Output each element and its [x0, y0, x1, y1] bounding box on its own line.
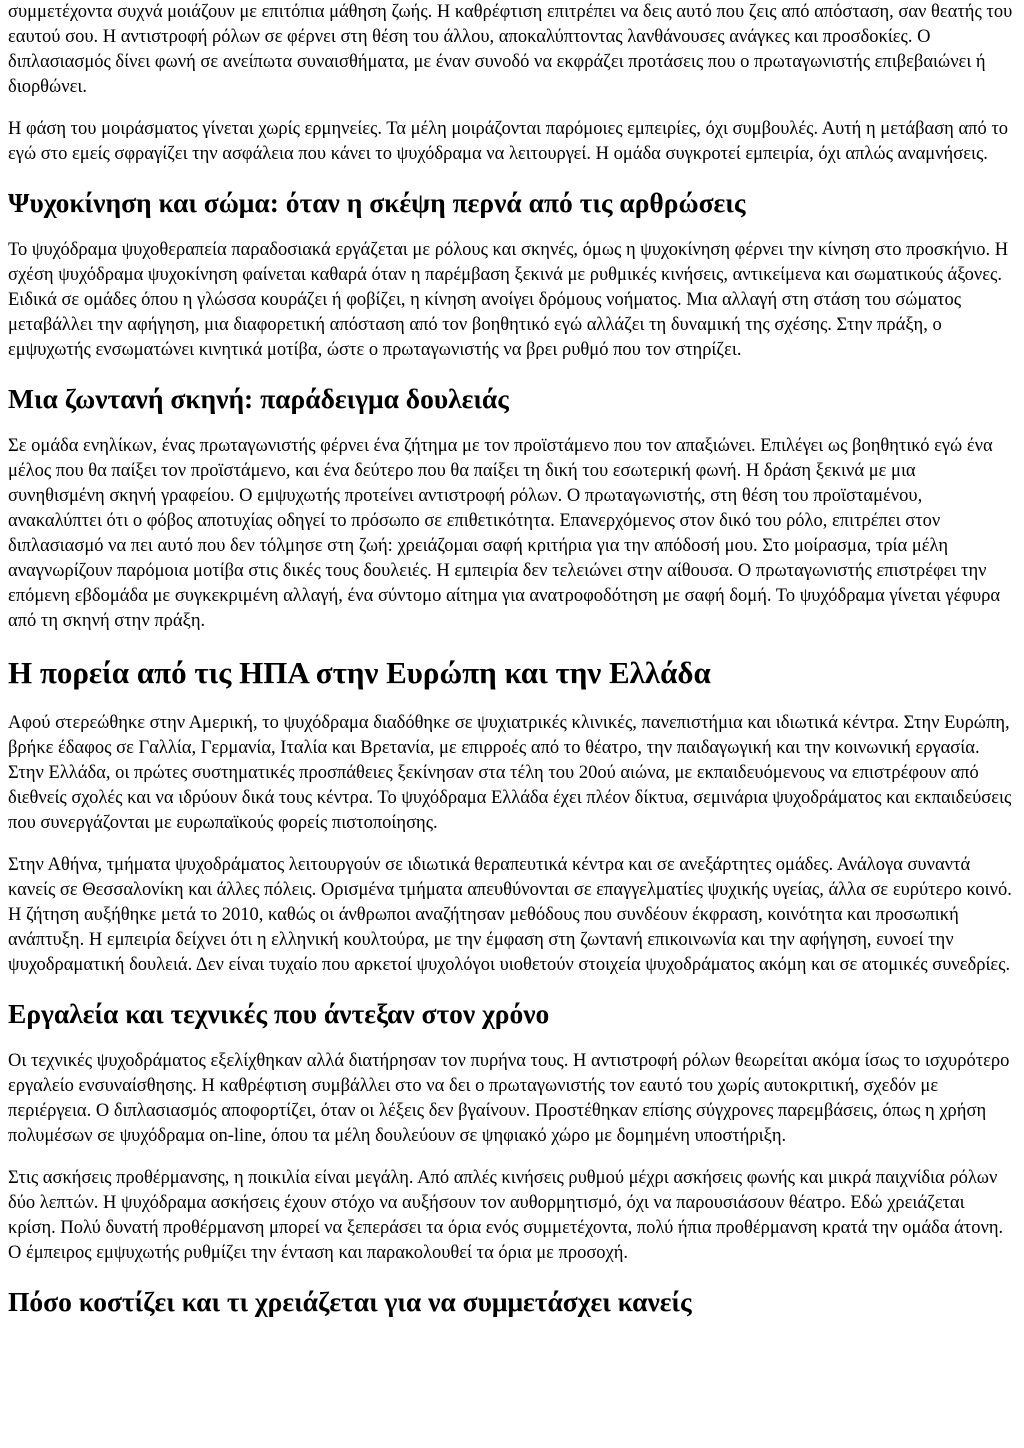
paragraph-scene-example: Σε ομάδα ενηλίκων, ένας πρωταγωνιστής φέρνει ένα ζήτημα με τον προϊστάμενο που τον απαξιώνει. Επιλέγει ως βοηθητικό εγώ ένα μέλος που θα παίξει τον προϊστάμενο, και ένα δεύτερο που θα παίξει τη δική του εσωτερική φωνή. Η δράση ξεκινά με μια συνηθισμένη σκηνή γραφείου. Ο εμψυχωτής προτείνει αντιστροφή ρόλων. Ο πρωταγωνιστής, στη θέση του προϊσταμένου, ανακαλύπτει ότι ο φόβος αποτυχίας οδηγεί το πρόσωπο σε επιθετικότητα. Επανερχόμενος στον δικό του ρόλο, επιτρέπει στον διπλασιασμό να πει αυτό που δεν τόλμησε στη ζωή: χρειάζομαι σαφή κριτήρια για την απόδοσή μου. Στο μοίρασμα, τρία μέλη αναγνωρίζουν παρόμοια μοτίβα στις δικές τους δουλειές. Η εμπειρία δεν τελειώνει στην αίθουσα. Ο πρωταγωνιστής επιστρέφει την επόμενη εβδομάδα με συγκεκριμένη αλλαγή, ένα σύντομο αίτημα για ανατροφοδότηση με σαφή δομή. Το ψυχόδραμα γίνεται γέφυρα από τη σκηνή στην πράξη. [8, 436, 1001, 631]
paragraph-sharing-phase: Η φάση του μοιράσματος γίνεται χωρίς ερμηνείες. Τα μέλη μοιράζονται παρόμοιες εμπειρίες, όχι συμβουλές. Αυτή η μετάβαση από το εγώ στο εμείς σφραγίζει την ασφάλεια που κάνει το ψυχόδραμα να λειτουργεί. Η ομάδα συγκροτεί εμπειρία, όχι απλώς αναμνήσεις. [8, 119, 1009, 164]
paragraph-techniques-evolution: Οι τεχνικές ψυχοδράματος εξελίχθηκαν αλλά διατήρησαν τον πυρήνα τους. Η αντιστροφή ρόλων θεωρείται ακόμα ίσως το ισχυρότερο εργαλείο ενσυναίσθησης. Η καθρέφτιση συμβάλλει στο να δει ο πρωταγωνιστής τον εαυτό του χωρίς αυτοκριτική, σχεδόν με περιέργεια. Ο διπλασιασμός αποφορτίζει, όταν οι λέξεις δεν βγαίνουν. Προστέθηκαν επίσης σύγχρονες παρεμβάσεις, όπως η χρήση πολυμέσων σε ψυχόδραμα on-line, όπου τα μέλη δουλεύουν σε ψηφιακό χώρο με δομημένη υποστήριξη. [8, 1051, 1010, 1146]
paragraph-warmup-exercises: Στις ασκήσεις προθέρμανσης, η ποικιλία είναι μεγάλη. Από απλές κινήσεις ρυθμού μέχρι ασκήσεις φωνής και μικρά παιχνίδια ρόλων δύο λεπτών. Η ψυχόδραμα ασκήσεις έχουν στόχο να αυξήσουν τον αυθορμητισμό, όχι να παρουσιάσουν θέατρο. Εδώ χρειάζεται κρίση. Πολύ δυνατή προθέρμανση μπορεί να ξεπεράσει τα όρια ενός συμμετέχοντα, πολύ ήπια προθέρμανση κρατά την ομάδα άτονη. Ο έμπειρος εμψυχωτής ρυθμίζει την ένταση και παρακολουθεί τα όρια με προσοχή. [8, 1168, 1004, 1263]
heading-cost-participation: Πόσο κοστίζει και τι χρειάζεται για να συμμετάσχει κανείς [8, 1286, 692, 1317]
article-content [8, 0, 1016, 1317]
heading-usa-europe-greece: Η πορεία από τις ΗΠΑ στην Ευρώπη και την Ελλάδα [8, 655, 711, 690]
heading-live-scene-example: Μια ζωντανή σκηνή: παράδειγμα δουλειάς [8, 383, 509, 414]
paragraph-techniques-continuation: συμμετέχοντα συχνά μοιάζουν με επιτόπια μάθηση ζωής. Η καθρέφτιση επιτρέπει να δεις αυτό που ζεις από απόσταση, σαν θεατής του εαυτού σου. Η αντιστροφή ρόλων σε φέρνει στη θέση του άλλου, αποκαλύπτοντας λανθάνουσες ανάγκες και προσδοκίες. Ο διπλασιασμός δίνει φωνή σε ανείπωτα συναισθήματα, με έναν συνοδό να εκφράζει προτάσεις που ο πρωταγωνιστής επιβεβαιώνει ή διορθώνει. [8, 2, 1013, 97]
paragraph-spread-europe-greece: Αφού στερεώθηκε στην Αμερική, το ψυχόδραμα διαδόθηκε σε ψυχιατρικές κλινικές, πανεπιστήμια και ιδιωτικά κέντρα. Στην Ευρώπη, βρήκε έδαφος σε Γαλλία, Γερμανία, Ιταλία και Βρετανία, με επιρροές από το θέατρο, την παιδαγωγική και την κοινωνική εργασία. Στην Ελλάδα, οι πρώτες συστηματικές προσπάθειες ξεκίνησαν στα τέλη του 20ού αιώνα, με εκπαιδευόμενους να επιστρέφουν από διεθνείς σχολές και να ιδρύουν δικά τους κέντρα. Το ψυχόδραμα Ελλάδα έχει πλέον δίκτυα, σεμινάρια ψυχοδράματος και εκπαιδεύσεις που συνεργάζονται με ευρωπαϊκούς φορείς πιστοποίησης. [8, 713, 1012, 833]
heading-tools-techniques: Εργαλεία και τεχνικές που άντεξαν στον χρόνο [8, 998, 550, 1029]
heading-psychokinesis-body: Ψυχοκίνηση και σώμα: όταν η σκέψη περνά από τις αρθρώσεις [8, 187, 746, 218]
paragraph-athens-groups: Στην Αθήνα, τμήματα ψυχοδράματος λειτουργούν σε ιδιωτικά θεραπευτικά κέντρα και σε ανεξάρτητες ομάδες. Ανάλογα συναντά κανείς σε Θεσσαλονίκη και άλλες πόλεις. Ορισμένα τμήματα απευθύνονται σε επαγγελματίες ψυχικής υγείας, άλλα σε ευρύτερο κοινό. Η ζήτηση αυξήθηκε μετά το 2010, καθώς οι άνθρωποι αναζήτησαν μεθόδους που συνδέουν έκφραση, κοινότητα και προσωπική ανάπτυξη. Η εμπειρία δείχνει ότι η ελληνική κουλτούρα, με την έμφαση στη ζωντανή επικοινωνία και την αφήγηση, ευνοεί την ψυχοδραματική δουλειά. Δεν είναι τυχαίο που αρκετοί ψυχολόγοι υιοθετούν στοιχεία ψυχοδράματος ακόμη και σε ατομικές συνεδρίες. [8, 855, 1012, 975]
paragraph-psychokinesis: Το ψυχόδραμα ψυχοθεραπεία παραδοσιακά εργάζεται με ρόλους και σκηνές, όμως η ψυχοκίνηση φέρνει την κίνηση στο προσκήνιο. Η σχέση ψυχόδραμα ψυχοκίνηση φαίνεται καθαρά όταν η παρέμβαση ξεκινά με ρυθμικές κινήσεις, αντικείμενα και σωματικούς άξονες. Ειδικά σε ομάδες όπου η γλώσσα κουράζει ή φοβίζει, η κίνηση ανοίγει δρόμους νοήματος. Μια αλλαγή στη στάση του σώματος μεταβάλλει την αφήγηση, μια διαφορετική απόσταση από τον βοηθητικό εγώ αλλάζει τη δυναμική της σχέσης. Στην πράξη, ο εμψυχωτής ενσωματώνει κινητικά μοτίβα, ώστε ο πρωταγωνιστής να βρει ρυθμό που τον στηρίζει. [8, 240, 1009, 360]
